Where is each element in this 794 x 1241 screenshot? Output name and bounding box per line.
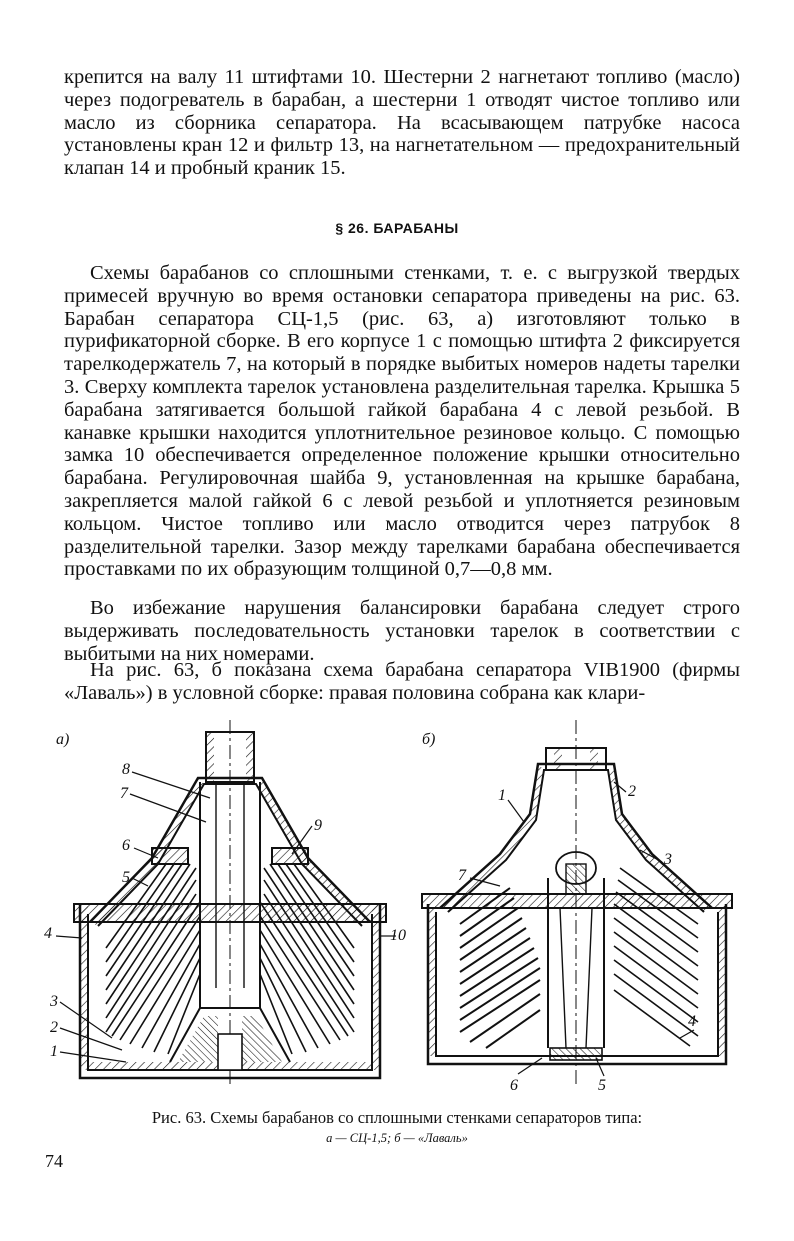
drum-b-drawing [422,720,732,1086]
figure-caption-legend: а — СЦ-1,5; б — «Лаваль» [326,1131,468,1145]
callout-a-3: 3 [50,993,58,1010]
paragraph-text: На рис. 63, б показана схема барабана сепаратора VIB1900 (фирмы «Лаваль») в условной сборке: правая половина собрана как клари- [64,659,740,704]
body-paragraph-1 [64,262,740,581]
page-number: 74 [45,1151,63,1171]
callout-a-4: 4 [44,925,52,942]
figure-63 [30,718,770,1103]
intro-text: крепится на валу 11 штифтами 10. Шестерни 2 нагнетают топливо (масло) через подогреватель в барабан, а шестерни 1 отводят чистое топливо или масло из сборника сепаратора. На всасывающем патрубке насоса установлены кран 12 и фильтр 13, на нагнетательном — предохранительный клапан 14 и пробный краник 15. [64,66,740,180]
figure-caption: Рис. 63. Схемы барабанов со сплошными стенками сепараторов типа: [151,1108,643,1127]
callout-a-6: 6 [122,837,130,854]
callout-a-5: 5 [122,869,130,886]
callout-b-6: 6 [510,1077,518,1094]
callout-a-1: 1 [50,1043,58,1060]
callout-b-2: 2 [628,783,636,800]
figure-label-b: б) [422,731,436,748]
callout-a-7: 7 [120,785,128,802]
callout-a-9: 9 [314,817,322,834]
intro-paragraph [64,66,740,180]
callout-b-3: 3 [664,851,672,868]
callout-a-10: 10 [390,927,406,944]
drum-a-drawing [56,720,396,1086]
callout-b-7: 7 [458,867,466,884]
body-paragraph-2 [64,597,740,665]
callout-a-8: 8 [122,761,130,778]
callout-a-2: 2 [50,1019,58,1036]
callout-b-1: 1 [498,787,506,804]
callout-b-4: 4 [688,1013,696,1030]
paragraph-text: Схемы барабанов со сплошными стенками, т. е. с выгрузкой твердых примесей вручную во время остановки сепаратора приведены на рис. 63. Барабан сепаратора СЦ-1,5 (рис. 63, а) изготовляют только в пурификаторной сборке. В его корпусе 1 с помощью штифта 2 фиксируется тарелкодержатель 7, на который в порядке выбитых номеров надеты тарелки 3. Сверху комплекта тарелок установлена разделительная тарелка. Крышка 5 барабана затягивается большой гайкой барабана 4 с левой резьбой. В канавке крышки находится уплотнительное резиновое кольцо. С помощью замка 10 обеспечивается определенное положение крышки относительно барабана. Регулировочная шайба 9, установленная на крышке барабана, закрепляется малой гайкой 6 с левой резьбой и уплотняется резиновым кольцом. Чистое топливо или масло отводится через патрубок 8 разделительной тарелки. Зазор между тарелками барабана обеспечивается проставками по их образующим толщиной 0,7—0,8 мм. [64,262,740,581]
callout-b-5: 5 [598,1077,606,1094]
figure-label-a: а) [56,731,70,748]
section-heading: § 26. БАРАБАНЫ [335,220,459,236]
separator-drum-drawings [30,718,770,1103]
paragraph-text: Во избежание нарушения балансировки барабана следует строго выдерживать последовательность установки тарелок в соответствии с выбитыми на них номерами. [64,597,740,665]
body-paragraph-3 [64,659,740,705]
